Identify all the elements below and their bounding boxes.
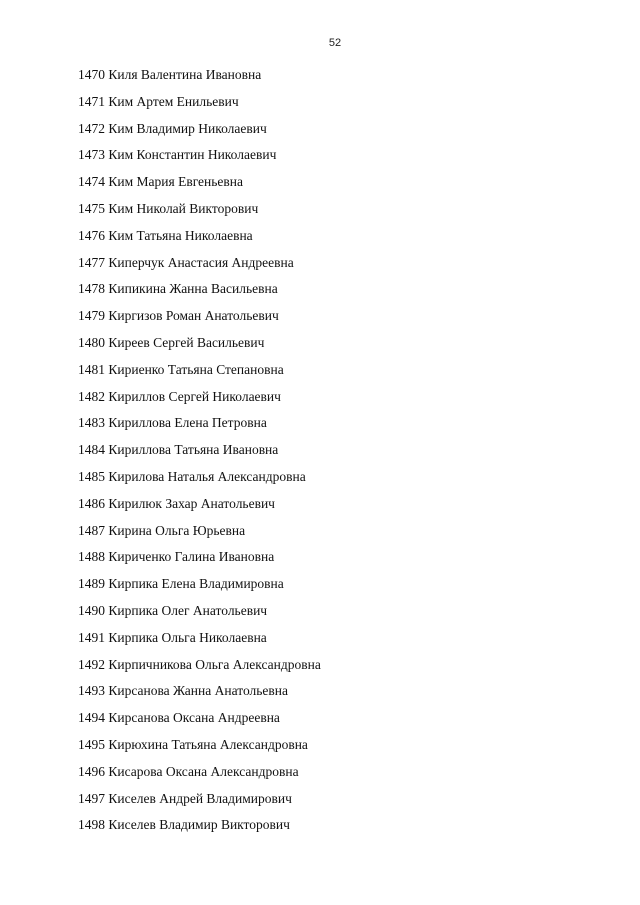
list-item: 1489 Кирпика Елена Владимировна — [78, 576, 284, 592]
list-item: 1498 Киселев Владимир Викторович — [78, 817, 290, 833]
name-list — [78, 64, 321, 841]
list-item: 1475 Ким Николай Викторович — [78, 200, 259, 216]
list-item: 1492 Кирпичникова Ольга Александровна — [78, 656, 321, 672]
list-item: 1477 Киперчук Анастасия Андреевна — [78, 254, 294, 270]
list-item: 1490 Кирпика Олег Анатольевич — [78, 602, 268, 618]
list-item: 1474 Ким Мария Евгеньевна — [78, 174, 244, 190]
list-item: 1472 Ким Владимир Николаевич — [78, 120, 267, 136]
list-item: 1496 Кисарова Оксана Александровна — [78, 763, 299, 779]
list-item: 1473 Ким Константин Николаевич — [78, 147, 277, 163]
page-number: 52 — [328, 37, 342, 49]
list-item: 1494 Кирсанова Оксана Андреевна — [78, 710, 280, 726]
list-item: 1476 Ким Татьяна Николаевна — [78, 227, 253, 243]
list-item: 1488 Кириченко Галина Ивановна — [78, 549, 275, 565]
list-item: 1491 Кирпика Ольга Николаевна — [78, 629, 267, 645]
list-item: 1481 Кириенко Татьяна Степановна — [78, 361, 284, 377]
list-item: 1485 Кирилова Наталья Александровна — [78, 468, 306, 484]
list-item: 1470 Киля Валентина Ивановна — [78, 67, 262, 82]
list-item: 1497 Киселев Андрей Владимирович — [78, 790, 292, 806]
list-item: 1493 Кирсанова Жанна Анатольевна — [78, 683, 288, 699]
list-item: 1482 Кириллов Сергей Николаевич — [78, 388, 281, 404]
list-item: 1487 Кирина Ольга Юрьевна — [78, 522, 246, 538]
list-item: 1486 Кирилюк Захар Анатольевич — [78, 495, 275, 511]
list-item: 1471 Ким Артем Енильевич — [78, 93, 239, 109]
list-item: 1480 Киреев Сергей Васильевич — [78, 334, 265, 350]
list-item: 1495 Кирюхина Татьяна Александровна — [78, 736, 308, 752]
list-item: 1484 Кириллова Татьяна Ивановна — [78, 442, 279, 458]
list-item: 1483 Кириллова Елена Петровна — [78, 415, 267, 431]
list-item: 1478 Кипикина Жанна Васильевна — [78, 281, 278, 297]
list-item: 1479 Киргизов Роман Анатольевич — [78, 308, 279, 324]
